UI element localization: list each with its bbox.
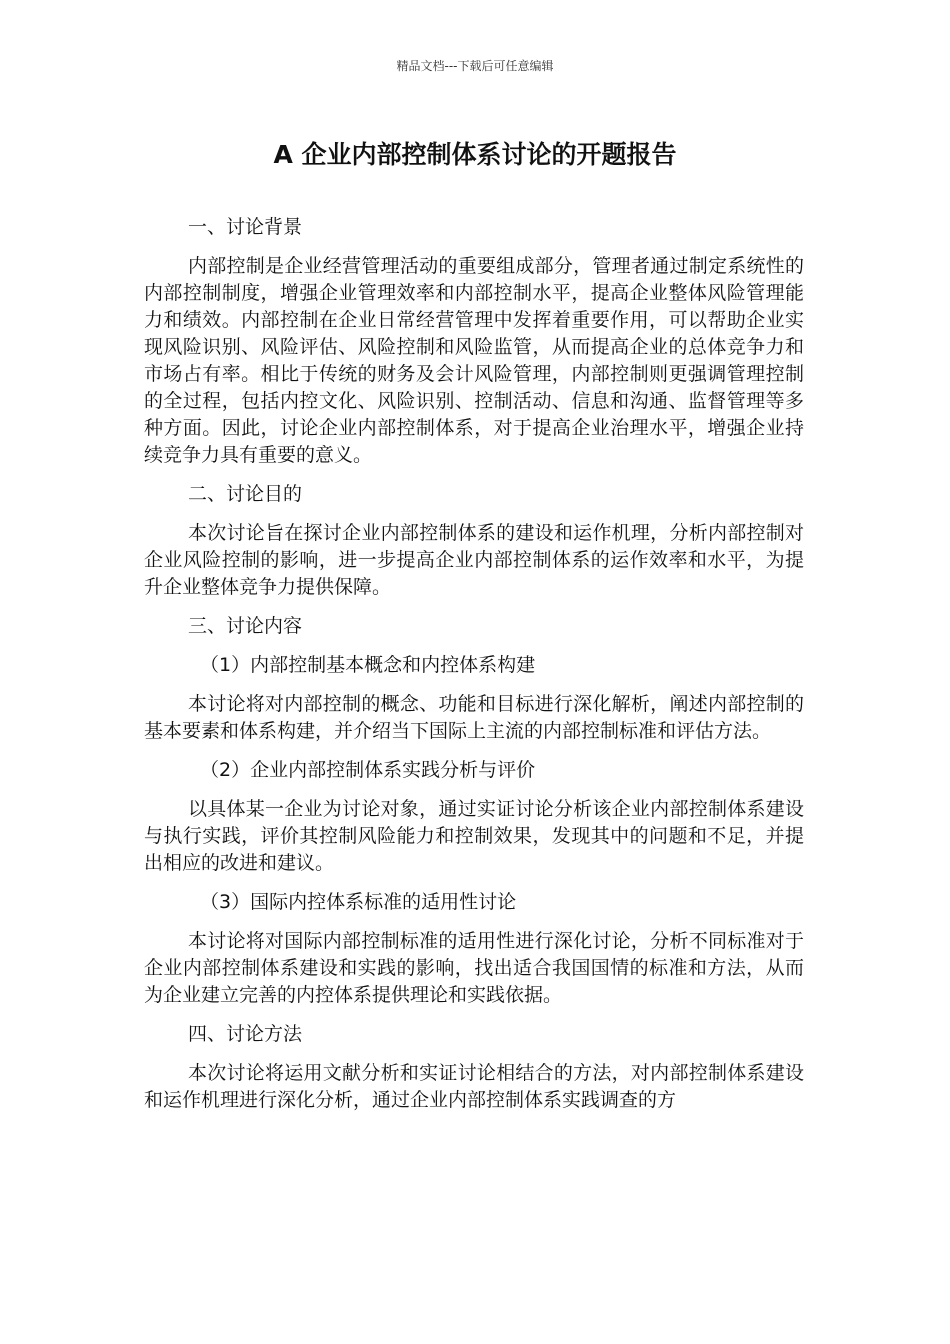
subsection-paragraph-2: 以具体某一企业为讨论对象，通过实证讨论分析该企业内部控制体系建设与执行实践，评价其控制风险能力和控制效果，发现其中的问题和不足，并提出相应的改进和建议。 (144, 798, 804, 874)
section-heading-method: 四、讨论方法 (188, 1023, 303, 1045)
document-body (144, 214, 804, 1126)
section-paragraph-background: 内部控制是企业经营管理活动的重要组成部分，管理者通过制定系统性的内部控制制度，增强企业管理效率和内部控制水平，提高企业整体风险管理能力和绩效。内部控制在企业日常经营管理中发挥着重要作用，可以帮助企业实现风险识别、风险评估、风险控制和风险监管，从而提高企业的总体竞争力和市场占有率。相比于传统的财务及会计风险管理，内部控制则更强调管理控制的全过程，包括内控文化、风险识别、控制活动、信息和沟通、监督管理等多种方面。因此，讨论企业内部控制体系，对于提高企业治理水平，增强企业持续竞争力具有重要的意义。 (144, 255, 804, 466)
subsection-paragraph-3: 本讨论将对国际内部控制标准的适用性进行深化讨论，分析不同标准对于企业内部控制体系建设和实践的影响，找出适合我国国情的标准和方法，从而为企业建立完善的内控体系提供理论和实践依据。 (144, 930, 804, 1006)
subsection-paragraph-1: 本讨论将对内部控制的概念、功能和目标进行深化解析，阐述内部控制的基本要素和体系构建，并介绍当下国际上主流的内部控制标准和评估方法。 (144, 693, 804, 742)
section-heading-purpose: 二、讨论目的 (188, 483, 303, 505)
section-heading-background: 一、讨论背景 (188, 216, 303, 238)
section-heading-content: 三、讨论内容 (188, 615, 303, 637)
subsection-heading-3: （3）国际内控体系标准的适用性讨论 (200, 891, 517, 913)
document-title: A 企业内部控制体系讨论的开题报告 (273, 140, 677, 169)
subsection-heading-2: （2）企业内部控制体系实践分析与评价 (200, 759, 536, 781)
page-header-note: 精品文档---下载后可任意编辑 (396, 59, 554, 73)
section-paragraph-method: 本次讨论将运用文献分析和实证讨论相结合的方法，对内部控制体系建设和运作机理进行深化分析，通过企业内部控制体系实践调查的方 (144, 1062, 804, 1111)
subsection-heading-1: （1）内部控制基本概念和内控体系构建 (200, 654, 536, 676)
section-paragraph-purpose: 本次讨论旨在探讨企业内部控制体系的建设和运作机理，分析内部控制对企业风险控制的影响，进一步提高企业内部控制体系的运作效率和水平，为提升企业整体竞争力提供保障。 (144, 522, 804, 598)
